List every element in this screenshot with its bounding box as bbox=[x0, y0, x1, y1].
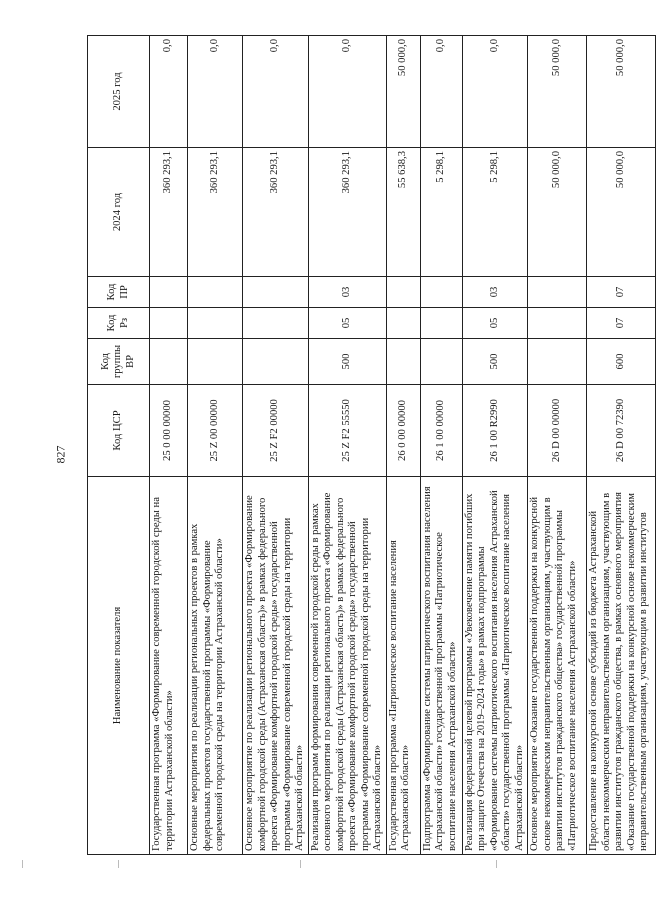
cell-csr: 26 0 00 00000 bbox=[386, 385, 420, 477]
cell-name: Основное мероприятие «Оказание государственной поддержки на конкурсной основе некоммерческим неправительственным организациям, участвующим в развитии институтов гражданского общества» государственной программы «Патриотическое воспитание населения Астраханской области» bbox=[528, 477, 587, 855]
cell-name: Подпрограмма «Формирование системы патриотического воспитания населения Астраханской области» государственной программы «Патриотическое воспитание населения Астраханской области» bbox=[420, 477, 462, 855]
cell-y2025: 0,0 bbox=[150, 36, 188, 148]
header-csr: Код ЦСР bbox=[88, 385, 150, 477]
cell-pr: 03 bbox=[308, 277, 386, 308]
header-name: Наименование показателя bbox=[88, 477, 150, 855]
cell-y2024: 5 298,1 bbox=[462, 148, 528, 277]
table-row bbox=[420, 36, 462, 855]
cell-name: Государственная программа «Патриотическое воспитание населения Астраханской области» bbox=[386, 477, 420, 855]
cell-name: Государственная программа «Формирование современной городской среды на территории Астраханской области» bbox=[150, 477, 188, 855]
cell-y2024: 55 638,3 bbox=[386, 148, 420, 277]
cell-rz: 07 bbox=[587, 308, 656, 339]
cell-rz: 05 bbox=[462, 308, 528, 339]
table-row bbox=[150, 36, 188, 855]
cell-y2024: 50 000,0 bbox=[528, 148, 587, 277]
scan-edge-marks bbox=[0, 860, 640, 874]
cell-pr: 07 bbox=[587, 277, 656, 308]
table-row bbox=[528, 36, 587, 855]
cell-name: Реализация федеральной целевой программы «Увековечение памяти погибших при защите Отечества на 2019–2024 годы» в рамках подпрограммы «Формирование системы патриотического воспитания населения Астраханской области» государственной программы «Патриотическое воспитание населения Астраханской области» bbox=[462, 477, 528, 855]
cell-name: Основные мероприятия по реализации региональных проектов в рамках федеральных проектов государственной программы «Формирование современной городской среды на территории Астраханской области» bbox=[188, 477, 243, 855]
cell-y2025: 50 000,0 bbox=[386, 36, 420, 148]
cell-vr: 500 bbox=[462, 339, 528, 385]
cell-csr: 26 1 00 R2990 bbox=[462, 385, 528, 477]
table-row bbox=[308, 36, 386, 855]
cell-name: Предоставление на конкурсной основе субсидий из бюджета Астраханской области некоммерческим неправительственным организациям, участвующим в развитии институтов гражданского общества, в рамках основного мероприятия «Оказание государственной поддержки на конкурсной основе некоммерческим неправительственным организациям, участвующим в развитии институтов bbox=[587, 477, 656, 855]
cell-rz bbox=[150, 308, 188, 339]
cell-rz: 05 bbox=[308, 308, 386, 339]
header-2024: 2024 год bbox=[88, 148, 150, 277]
cell-pr bbox=[243, 277, 309, 308]
header-vr: Код группы ВР bbox=[88, 339, 150, 385]
cell-csr: 25 Z 00 00000 bbox=[188, 385, 243, 477]
cell-rz bbox=[420, 308, 462, 339]
cell-csr: 25 0 00 00000 bbox=[150, 385, 188, 477]
cell-csr: 26 D 00 00000 bbox=[528, 385, 587, 477]
cell-vr: 600 bbox=[587, 339, 656, 385]
table-row bbox=[587, 36, 656, 855]
cell-pr bbox=[188, 277, 243, 308]
cell-y2025: 0,0 bbox=[462, 36, 528, 148]
cell-y2024: 360 293,1 bbox=[188, 148, 243, 277]
cell-name: Основное мероприятие по реализации регионального проекта «Формирование комфортной городской среды (Астраханская область)» в рамках федерального проекта «Формирование комфортной городской среды» государственной программы «Формирование современной городской среды на территории Астраханской области» bbox=[243, 477, 309, 855]
table-row bbox=[188, 36, 243, 855]
table-row bbox=[243, 36, 309, 855]
table-row bbox=[386, 36, 420, 855]
cell-csr: 26 1 00 00000 bbox=[420, 385, 462, 477]
rotated-table-wrapper bbox=[87, 36, 649, 855]
header-pr: Код ПР bbox=[88, 277, 150, 308]
cell-rz bbox=[188, 308, 243, 339]
cell-vr bbox=[188, 339, 243, 385]
cell-pr bbox=[528, 277, 587, 308]
table-header-row bbox=[88, 36, 150, 855]
cell-y2025: 0,0 bbox=[188, 36, 243, 148]
cell-pr: 03 bbox=[462, 277, 528, 308]
cell-vr bbox=[420, 339, 462, 385]
cell-vr bbox=[386, 339, 420, 385]
cell-vr bbox=[150, 339, 188, 385]
cell-pr bbox=[386, 277, 420, 308]
cell-y2025: 50 000,0 bbox=[587, 36, 656, 148]
cell-vr: 500 bbox=[308, 339, 386, 385]
cell-vr bbox=[528, 339, 587, 385]
budget-table bbox=[87, 35, 656, 855]
cell-name: Реализация программ формирования современной городской среды в рамках основного мероприятия по реализации регионального проекта «Формирование комфортной городской среды (Астраханская область)» в рамках федерального проекта «Формирование комфортной городской среды» государственной программы «Формирование современной городской среды на территории Астраханской области» bbox=[308, 477, 386, 855]
cell-y2024: 360 293,1 bbox=[150, 148, 188, 277]
cell-y2024: 360 293,1 bbox=[243, 148, 309, 277]
cell-pr bbox=[420, 277, 462, 308]
cell-csr: 25 Z F2 00000 bbox=[243, 385, 309, 477]
cell-y2025: 0,0 bbox=[243, 36, 309, 148]
cell-y2024: 5 298,1 bbox=[420, 148, 462, 277]
cell-csr: 26 D 00 72390 bbox=[587, 385, 656, 477]
cell-rz bbox=[386, 308, 420, 339]
cell-y2024: 50 000,0 bbox=[587, 148, 656, 277]
cell-y2025: 0,0 bbox=[420, 36, 462, 148]
header-rz: Код Рз bbox=[88, 308, 150, 339]
cell-y2025: 0,0 bbox=[308, 36, 386, 148]
cell-pr bbox=[150, 277, 188, 308]
header-2025: 2025 год bbox=[88, 36, 150, 148]
cell-rz bbox=[243, 308, 309, 339]
cell-y2025: 50 000,0 bbox=[528, 36, 587, 148]
cell-rz bbox=[528, 308, 587, 339]
cell-vr bbox=[243, 339, 309, 385]
cell-csr: 25 Z F2 55550 bbox=[308, 385, 386, 477]
page-number: 827 bbox=[53, 445, 68, 464]
cell-y2024: 360 293,1 bbox=[308, 148, 386, 277]
table-row bbox=[462, 36, 528, 855]
